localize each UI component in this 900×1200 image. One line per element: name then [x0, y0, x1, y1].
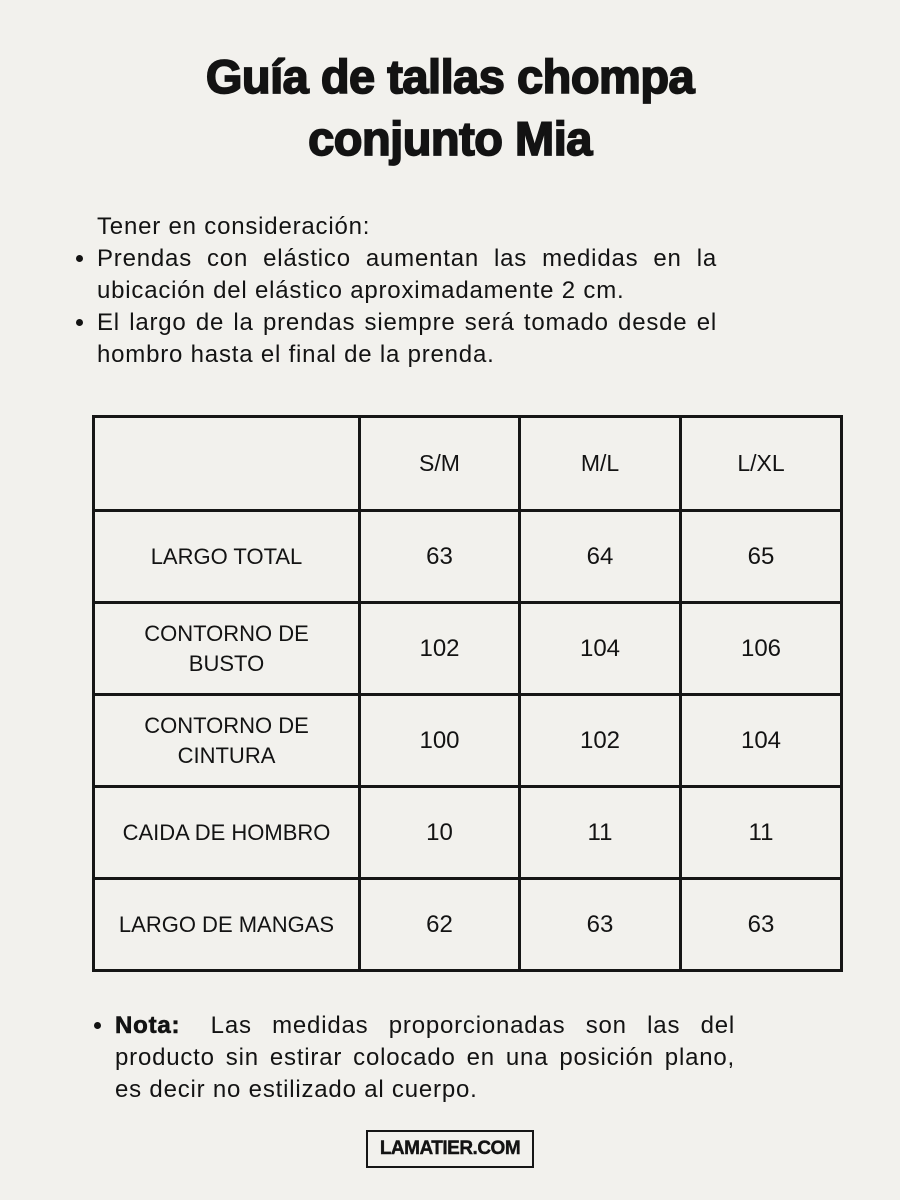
table-row — [94, 695, 842, 787]
table-row — [94, 879, 842, 971]
list-item: • Prendas con elástico aumentan las medidas en la ubicación del elástico aproximadamente 2 cm. — [97, 243, 717, 307]
page-title — [0, 46, 900, 170]
size-table — [92, 415, 843, 972]
row-label: LARGO TOTAL — [94, 511, 360, 603]
row-label: LARGO DE MANGAS — [94, 879, 360, 971]
note-label: Nota: — [115, 1012, 181, 1039]
column-header-lxl: L/XL — [681, 417, 842, 511]
table-cell: 102 — [520, 695, 681, 787]
table-cell: 64 — [520, 511, 681, 603]
row-label: CONTORNO DE CINTURA — [94, 695, 360, 787]
column-header-ml: M/L — [520, 417, 681, 511]
list-item: • El largo de la prendas siempre será tomado desde el hombro hasta el final de la prenda. — [97, 307, 717, 371]
page-title-line1: Guía de tallas chompa — [205, 50, 695, 103]
table-header-row — [94, 417, 842, 511]
note-text: Las medidas proporcionadas son las del producto sin estirar colocado en una posición plano, es decir no estilizado al cuerpo. — [115, 1012, 736, 1103]
considerations-section — [77, 211, 725, 371]
considerations-heading: Tener en consideración: — [97, 213, 371, 240]
considerations-list — [77, 243, 725, 371]
table-cell: 63 — [360, 511, 520, 603]
column-header-sm: S/M — [360, 417, 520, 511]
page-title-line2: conjunto Mia — [308, 112, 592, 165]
row-label: CONTORNO DE BUSTO — [94, 603, 360, 695]
table-row — [94, 603, 842, 695]
table-cell: 100 — [360, 695, 520, 787]
table-cell: 10 — [360, 787, 520, 879]
footer — [0, 1130, 900, 1168]
table-cell: 104 — [520, 603, 681, 695]
size-guide-page — [0, 46, 900, 1200]
table-row — [94, 511, 842, 603]
table-cell: 62 — [360, 879, 520, 971]
table-cell: 63 — [681, 879, 842, 971]
brand-box — [366, 1130, 534, 1168]
table-corner-cell — [94, 417, 360, 511]
note-item — [115, 1010, 735, 1106]
table-cell: 104 — [681, 695, 842, 787]
table-row — [94, 787, 842, 879]
table-cell: 65 — [681, 511, 842, 603]
table-cell: 106 — [681, 603, 842, 695]
table-cell: 11 — [520, 787, 681, 879]
table-cell: 63 — [520, 879, 681, 971]
note-list — [95, 1010, 900, 1106]
row-label: CAIDA DE HOMBRO — [94, 787, 360, 879]
brand-text: LAMATIER.COM — [379, 1138, 521, 1159]
table-cell: 11 — [681, 787, 842, 879]
note-section — [95, 1010, 900, 1106]
table-cell: 102 — [360, 603, 520, 695]
